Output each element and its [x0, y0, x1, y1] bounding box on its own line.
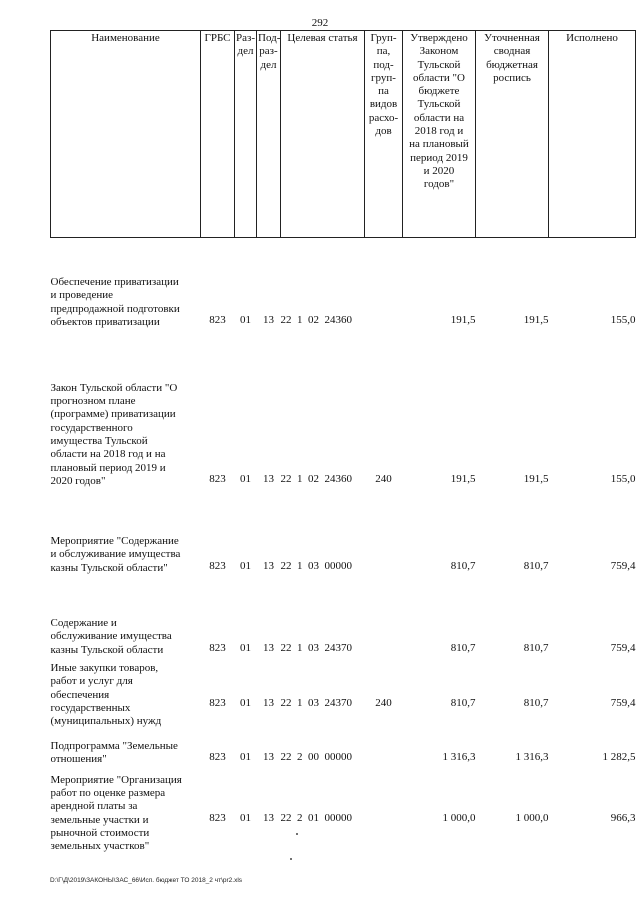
row-vid: [365, 575, 403, 657]
header-podrazdel: Под- раз- дел: [257, 31, 281, 238]
row-refined: 1 000,0: [515, 812, 549, 825]
header-name: Наименование: [51, 31, 201, 238]
row-target: 22 1 02 24360: [280, 472, 352, 485]
row-target: 22 1 03 00000: [280, 559, 352, 572]
row-approved: 810,7: [450, 559, 476, 572]
table-row: [51, 766, 636, 853]
table-body: [51, 238, 636, 854]
row-grbs: 823: [209, 641, 226, 654]
row-name: Обеспечение приватизации и проведение предпродажной подготовки объектов приватизации: [50, 276, 180, 328]
table-row: [51, 575, 636, 657]
table-row: [51, 238, 636, 330]
row-name: Мероприятие "Содержание и обслуживание имущества казны Тульской области": [50, 535, 181, 574]
row-refined: 810,7: [523, 697, 549, 710]
row-name: Закон Тульской области "О прогнозном плане (программе) приватизации государственного имущества Тульской области на 2018 год и на плановый период 2019 и 2020 годов": [50, 381, 178, 487]
row-vid: [365, 766, 403, 853]
row-executed: 759,4: [610, 697, 636, 710]
row-podrazdel: 13: [263, 641, 274, 654]
row-target: 22 1 03 24370: [280, 641, 352, 654]
row-grbs: 823: [209, 697, 226, 710]
row-executed: 759,4: [610, 559, 636, 572]
row-approved: 191,5: [450, 472, 476, 485]
row-podrazdel: 13: [263, 313, 274, 326]
row-approved: 191,5: [450, 313, 476, 326]
scan-speck: [290, 858, 292, 860]
row-podrazdel: 13: [263, 697, 274, 710]
row-refined: 1 316,3: [515, 751, 549, 764]
row-podrazdel: 13: [263, 812, 274, 825]
row-grbs: 823: [209, 559, 226, 572]
header-vid: Груп- па, под- груп- па видов расхо- дов: [365, 31, 403, 238]
row-name: Подпрограмма "Земельные отношения": [50, 739, 178, 766]
budget-table: [50, 30, 636, 853]
row-razdel: 01: [240, 313, 251, 326]
row-approved: 810,7: [450, 641, 476, 654]
header-target: Целевая статья: [281, 31, 365, 238]
row-podrazdel: 13: [263, 559, 274, 572]
row-target: 22 1 03 24370: [280, 697, 352, 710]
row-grbs: 823: [209, 751, 226, 764]
header-executed: Исполнено: [549, 31, 636, 238]
row-refined: 191,5: [523, 313, 549, 326]
header-refined: Уточненная сводная бюджетная роспись: [476, 31, 549, 238]
row-podrazdel: 13: [263, 472, 274, 485]
row-target: 22 1 02 24360: [280, 313, 352, 326]
row-grbs: 823: [209, 812, 226, 825]
row-name: Содержание и обслуживание имущества казны Тульской области: [50, 617, 172, 656]
row-refined: 810,7: [523, 559, 549, 572]
row-grbs: 823: [209, 313, 226, 326]
row-razdel: 01: [240, 751, 251, 764]
row-executed: 759,4: [610, 641, 636, 654]
row-executed: 155,0: [610, 472, 636, 485]
scan-speck: [296, 833, 298, 835]
row-refined: 810,7: [523, 641, 549, 654]
row-razdel: 01: [240, 812, 251, 825]
row-executed: 1 282,5: [602, 751, 636, 764]
table-header: [51, 31, 636, 238]
row-vid: [365, 238, 403, 330]
row-vid: 240: [375, 697, 392, 710]
header-approved: Утверждено Законом Тульской области "О бюджете Тульской области на 2018 год и на плановый период 2019 и 2020 годов": [403, 31, 476, 238]
row-vid: [365, 488, 403, 575]
page-number: 292: [311, 17, 329, 29]
row-approved: 1 316,3: [442, 751, 476, 764]
row-grbs: 823: [209, 472, 226, 485]
table-row: [51, 329, 636, 488]
row-refined: 191,5: [523, 472, 549, 485]
row-target: 22 2 01 00000: [280, 812, 352, 825]
row-approved: 810,7: [450, 697, 476, 710]
header-grbs: ГРБС: [201, 31, 235, 238]
header-razdel: Раз- дел: [235, 31, 257, 238]
table-row: [51, 488, 636, 575]
row-podrazdel: 13: [263, 751, 274, 764]
row-vid: [365, 728, 403, 766]
row-executed: 155,0: [610, 313, 636, 326]
row-approved: 1 000,0: [442, 812, 476, 825]
row-razdel: 01: [240, 697, 251, 710]
row-name: Иные закупки товаров, работ и услуг для обеспечения государственных (муниципальных) нужд: [50, 661, 162, 728]
table-row: [51, 728, 636, 766]
row-razdel: 01: [240, 641, 251, 654]
table-row: [51, 657, 636, 728]
row-vid: 240: [375, 472, 392, 485]
row-razdel: 01: [240, 472, 251, 485]
row-name: Мероприятие "Организация работ по оценке размера арендной платы за земельные участки и рыночной стоимости земельных участков": [50, 773, 182, 853]
file-path-footer: D:\Г\Д\2019\ЗАКОНЫ\ЗАС_66\Исп. бюджет ТО 2018_2 чт\рr2.xls: [50, 877, 243, 884]
row-executed: 966,3: [610, 812, 636, 825]
row-razdel: 01: [240, 559, 251, 572]
row-target: 22 2 00 00000: [280, 751, 352, 764]
